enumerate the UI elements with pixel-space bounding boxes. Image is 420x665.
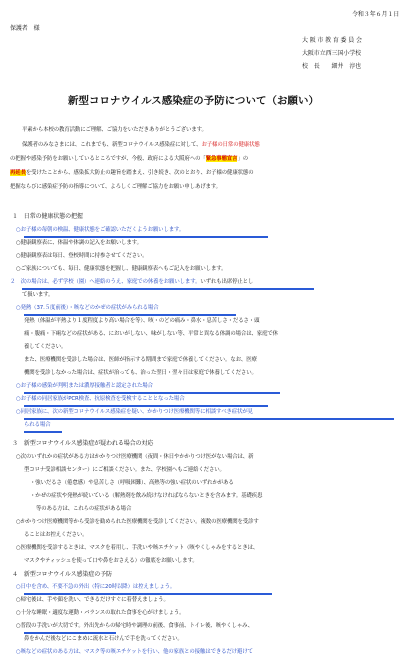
intro-line-4: 再延長を受けたことから、感染拡大防止の趣旨を踏まえ、引き続き、次のとおり、お子様の健康状態の [10,170,254,176]
s4-item-handwash: ○普段の手洗いが大切です。外出先からの帰宅時や調理の前後、食事前、トイレ後、咳やくしゃみ、 [16,623,254,629]
s2-fever-desc-1: 発熱（体温が平熱より１度程度より高い場合を等）、咳・のどの痛み・鼻水・息苦しさ・だるさ・頭 [24,318,260,324]
s1-item-family: ○ご家族についても、毎日、健康状態を把握し、健康観察表へもご記入をお願いします。 [16,266,227,272]
s3-line-4: ・かぜの症状や発熱が続いている（解熱剤を飲み続けなければならないときを含みます。基礎疾患 [30,493,263,499]
section-4-heading: ４ 新型コロナウイルス感染症の予防 [12,571,112,578]
section-2-heading: ２ 次の場合は、必ず学校（園）へ連絡のうえ、家庭での休養をお願いします。いずれも出席停止とし [10,279,254,285]
section-3-heading: ３ 新型コロナウイルス感染症が疑われる場合の対応 [12,440,154,447]
s3-line-6: ○かかりつけ医療機関等から受診を勧められた医療機関を受診してください。複数の医療機関を受診す [16,519,259,525]
issue-date: 令和３年６月１日 [352,11,400,18]
s2-cohabitant-cont: られる場合 [24,422,51,428]
s2-fever-item: ○発熱（37.５度前後）・咳などのかぜの症状がみられる場合 [16,305,159,311]
sender-board: 大 阪 市 教 育 委 員 会 [302,37,362,44]
s1-item-temperature: ○お子様の毎朝の検温、健康状態をご確認いただくようお願いします。 [16,227,185,233]
s2-cohabitant-underline-1 [24,418,394,420]
s3-line-3: ・強いだるさ（倦怠感）や息苦しさ（呼吸困難）、高熱等の強い症状のいずれかがある [30,480,234,486]
s4-item-sleep: ○十分な睡眠・適度な運動・バランスの取れた食事を心がけましょう。 [16,610,185,616]
s4-item-outing-underline [24,593,272,595]
s2-cohabitant-underline-2 [24,431,62,433]
recipient: 保護者 様 [10,25,40,32]
sender-principal: 校 長 細井 淳也 [302,63,362,70]
s2-fever-underline [24,314,236,316]
re-extension: 再延長 [10,170,26,176]
intro-daily-health: お子様の日常の健康状態 [201,142,260,148]
s2-fever-desc-3: 養してください。 [24,344,67,350]
s3-line-8: ○医療機関を受診するときは、マスクを着用し、手洗いや咳エチケット（咳やくしゃみをするときは、 [16,545,259,551]
s3-line-1: ○次のいずれかの症状がある方はかかりつけ医療機関（夜間・休日やかかりつけ医がない場合は、新 [16,454,254,460]
s3-line-2: 型コロナ受診相談センター）にご相談ください。また、学校園へもご連絡ください。 [24,467,225,473]
s1-item-record: ○健康観察表に、体温や体調の記入をお願いします。 [16,240,142,246]
s3-line-9: マスクやティッシュを使って口や鼻をおさえる）の徹底をお願いします。 [24,558,198,564]
s1-item-temperature-underline [24,236,268,238]
section-2-heading-cont: て扱います。 [22,292,54,298]
page-title: 新型コロナウイルス感染症の予防について（お願い） [68,95,319,107]
s4-item-handwash-cont: 鼻をかんだ後などにこまめに流水と石けんで手を洗ってください。 [24,636,183,642]
s4-item-outing: ○日中を含め、不要不急の外出（特に20時以降）は控えましょう。 [16,584,176,590]
intro-line-5: 把握ならびに感染症予防の指導について、よろしくご理解ご協力をお願い申しあげます。 [10,184,221,190]
s2-contact-underline [24,392,280,394]
s2-cohabitant-item: ○同居家族に、次の新型コロナウイルス感染症を疑い、かかりつけ医療機関等に相談すべき症状が見 [16,409,253,415]
emergency-declaration: 緊急事態宣言 [205,156,238,162]
sender-school: 大阪市立西三国小学校 [302,50,362,57]
s4-item-cough: ○咳などの症状のある方は、マスク等の咳エチケットを行い、他の家族との接触はできるだけ避けて [16,649,253,655]
intro-line-2: 保護者のみなさまには、これまでも、新型コロナウイルス感染症に対して、お子様の日常の健康状態 [22,142,260,148]
s4-item-wash: ○帰宅後は、手や顔を洗い、できるだけすぐに着替えましょう。 [16,597,169,603]
intro-line-1: 平素から本校の教育活動にご理解、ご協力をいただきありがとうございます。 [22,127,207,133]
intro-line-3: の把握や感染予防をお願いしているところですが、今般、政府による大阪府への「緊急事態宣言」の [10,156,249,162]
s2-medical-1: また、医療機関を受診した場合は、医師が指示する期間まで家庭で休養してください。なお、医療 [24,357,257,363]
s4-item-handwash-underline [24,632,116,634]
s3-line-5: 等のある方は、これらの症状がある場合 [36,506,132,512]
s2-pcr-underline [24,405,268,407]
section-1-heading: １ 日常の健康状態の把握 [12,213,83,220]
s2-fever-desc-2: 痛・腹痛・下痢などの症状がある、においがしない、味がしない等、平常と異なる体調の場合は、家庭で休 [24,331,278,337]
s3-line-7: ることはお控えください。 [24,532,88,538]
s2-contact-item: ○お子様の感染が判明または濃厚接触者と認定された場合 [16,383,153,389]
s1-item-bring: ○健康観察表は毎日、登校時間に持参させてください。 [16,253,148,259]
section-2-heading-underline [22,288,314,290]
s2-medical-2: 機関を受診しなかった場合は、症状が治っても、治った翌日・翌々日は家庭で休養してください。 [24,370,257,376]
s2-pcr-item: ○お子様の同居家族がPCR検査、抗原検査を受検することとなった場合 [16,396,185,402]
